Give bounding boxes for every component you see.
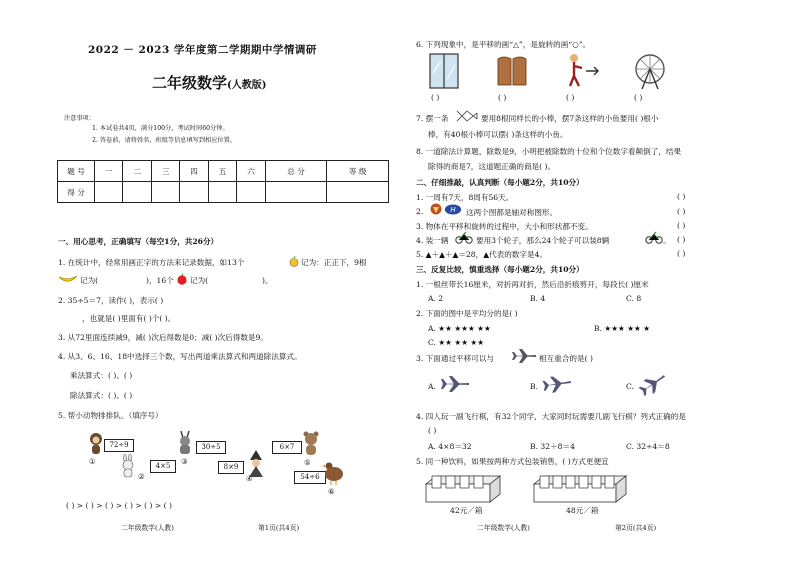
hen-icon (322, 460, 344, 488)
score-cell: 四 (180, 161, 208, 182)
score-input-cell[interactable] (180, 182, 208, 203)
score-cell: 总 分 (265, 161, 327, 182)
q2-text: 2. 35÷5＝7，读作( )，表示( ) (58, 296, 164, 305)
q1-text-b: 记为：正正下，9根 (301, 258, 367, 267)
choice-2-option-a[interactable]: A. ★★ ★★★ ★★ (428, 324, 491, 333)
judge-answer-blank[interactable]: ( ) (677, 192, 686, 201)
q5-number: ③ (181, 457, 188, 466)
choice-3-text-a: 3. 下面通过平移可以与 (416, 354, 495, 363)
judge-answer-blank[interactable]: ( ) (677, 249, 686, 258)
rabbit-icon (118, 454, 138, 480)
choice-3-option-c[interactable]: C. (626, 382, 634, 391)
crate-price-label: 48元／箱 (566, 506, 599, 515)
q7-text-b: 要用8根同样长的小棒，摆7条这样的小鱼要用( )根小 (481, 114, 659, 123)
footer-page: 第2页(共4页) (615, 524, 657, 532)
svg-text:H: H (450, 206, 456, 214)
q5-order-blanks[interactable]: ( ) > ( ) > ( ) > ( ) > ( ) > ( ) (66, 501, 172, 510)
q1-text-d: )，16个 (146, 276, 174, 285)
q7-text-a: 7. 摆一条 (416, 114, 449, 123)
hyundai-logo-icon (444, 204, 462, 217)
subtitle-edition: (人教版) (227, 80, 267, 91)
pushing-person-icon (562, 52, 602, 92)
donkey-icon (175, 430, 197, 458)
judge-item-2-text: 这两个图都是轴对称图形。 (466, 208, 558, 217)
score-table (57, 160, 389, 203)
score-table-score-row (58, 182, 389, 203)
q5-card: 30÷5 (196, 441, 226, 454)
choice-3-option-a[interactable]: A. (428, 382, 436, 391)
choice-4-blank[interactable]: ( ) (428, 426, 437, 435)
judge-item-3: 3. 物体在平移和旋转的过程中，大小和形状都不变。 (416, 222, 593, 231)
pear-icon (288, 255, 300, 269)
choice-4-option-b[interactable]: B. 32＋8＝4 (530, 442, 575, 451)
score-input-cell[interactable] (237, 182, 265, 203)
q1-text-e: 记为( (190, 276, 209, 285)
section2-title: 二、仔细推敲，认真判断（每小题2分，共10分） (416, 178, 584, 187)
score-input-cell[interactable] (327, 182, 389, 203)
choice-1-option-a[interactable]: A. 2 (428, 294, 444, 303)
choice-2-option-b[interactable]: B. ★★★ ★★ ★ (594, 324, 651, 333)
choice-4-option-a[interactable]: A. 4×8＝32 (428, 442, 472, 451)
bear-icon (301, 430, 321, 458)
q6-answer-blank[interactable]: ( ) (431, 93, 440, 102)
q4-text: 4. 从3、6、16、18中选择三个数，写出两道乘法算式和两道除法算式。 (58, 352, 302, 361)
score-cell: 二 (123, 161, 151, 182)
score-cell: 五 (208, 161, 236, 182)
choice-5-text: 5. 同一种饮料，如果按两种方式包装销售，( )方式更便宜 (416, 457, 609, 466)
judge-item-4-a: 4. 装一辆 (416, 236, 449, 245)
q7-text-c: 棒，有40根小棒可以摆( )条这样的小鱼。 (428, 130, 568, 139)
score-row-label: 得 分 (58, 182, 95, 203)
score-cell: 六 (237, 161, 265, 182)
drink-crate-icon (424, 472, 502, 506)
q5-card: 6×7 (272, 441, 302, 454)
score-cell: 一 (95, 161, 123, 182)
score-cell: 题 号 (58, 161, 95, 182)
q5-number: ① (89, 457, 96, 466)
q6-answer-blank[interactable]: ( ) (498, 93, 507, 102)
emblem-icon (430, 203, 442, 217)
airplane-icon (440, 375, 470, 395)
choice-3-option-b[interactable]: B. (530, 382, 538, 391)
section3-title: 三、反复比较，慎重选择（每小题2分，共10分） (416, 265, 584, 274)
q1-text-c: 记为( (80, 276, 99, 285)
q1-text-a: 1. 在统计中，经常用画正字的方法来记录数据，如13个 (58, 258, 245, 267)
banana-icon (58, 274, 78, 286)
airplane-icon (542, 375, 572, 395)
q4-div: 除法算式：( )、( ) (70, 391, 133, 400)
q5-number: ⑤ (304, 458, 311, 467)
score-input-cell[interactable] (208, 182, 236, 203)
q5-number: ⑥ (328, 487, 335, 496)
q5-card: 4×5 (150, 460, 176, 473)
airplane-icon (638, 372, 668, 398)
q5-text: 5. 帮小动物排排队。（填序号） (58, 411, 163, 420)
score-cell: 三 (151, 161, 179, 182)
exam-subtitle (152, 72, 266, 93)
judge-answer-blank[interactable]: ( ) (677, 221, 686, 230)
notes-heading: 注意事项： (64, 115, 95, 122)
score-input-cell[interactable] (151, 182, 179, 203)
choice-2-text: 2. 下面的图中是平均分的是( ) (416, 309, 518, 318)
judge-answer-blank[interactable]: ( ) (677, 207, 686, 216)
choice-1-text: 1. 一根丝带长16厘米，对折再对折，然后沿折痕剪开，每段长( )厘米 (416, 280, 649, 289)
q6-answer-blank[interactable]: ( ) (634, 93, 643, 102)
stick-fish-icon (455, 109, 479, 125)
tricycle-icon (455, 230, 473, 246)
choice-3-text-b: 相互重合的是( ) (539, 354, 593, 363)
footer-course: 二年级数学(人教) (121, 524, 174, 532)
score-input-cell[interactable] (265, 182, 327, 203)
q8-text: 8. 一道除法计算题，除数是9，小明把被除数的十位和个位数字看颠倒了，结果 (416, 147, 682, 156)
choice-4-text: 4. 四人玩一副飞行棋，有32个同学，大家同时玩需要几副飞行棋？列式正确的是 (416, 412, 686, 421)
judge-item-5: 5. ▲＋▲＋▲＝28，▲代表的数字是4。 (416, 250, 548, 259)
score-input-cell[interactable] (123, 182, 151, 203)
ferris-wheel-icon (631, 52, 669, 92)
score-input-cell[interactable] (95, 182, 123, 203)
score-cell: 等 级 (327, 161, 389, 182)
footer-course: 二年级数学(人教) (477, 524, 530, 532)
footer-page: 第1页(共4页) (258, 524, 300, 532)
q2-text-2: ，也就是( )里面有( )个( )。 (82, 314, 176, 323)
airplane-icon (511, 348, 537, 366)
judge-item-1: 1. 一周有7天，8周有56天。 (416, 193, 514, 202)
subtitle-main: 二年级数学 (152, 74, 228, 92)
q5-number: ④ (246, 474, 253, 483)
q3-text: 3. 从72里面连续减9，减( )次后得数是0；减( )次后得数是9。 (58, 333, 268, 342)
section1-title: 一、用心思考，正确填写（每空1分，共26分） (58, 237, 219, 246)
choice-2-option-c[interactable]: C. ★★ ★★ ★★ (428, 338, 485, 347)
monkey-icon (86, 432, 106, 458)
judge-item-2-num: 2. (416, 207, 424, 216)
q5-number: ② (138, 472, 145, 481)
judge-item-4-b: 要用3个轮子，那么24个轮子可以装8辆 (476, 236, 610, 245)
notes-item: 1. 本试卷共4页，满分100分，考试时间60分钟。 (92, 125, 229, 132)
q1-text-f: )。 (262, 276, 273, 285)
q8-text-2: 除得的商是7，这道题正确的商是( )。 (428, 162, 556, 171)
exam-title: 2022 － 2023 学年度第二学期期中学情调研 (88, 44, 317, 56)
q5-card: 72÷9 (104, 439, 134, 452)
judge-answer-blank[interactable]: ( ) (677, 235, 686, 244)
saloon-door-icon (496, 53, 528, 91)
apple-icon (176, 273, 188, 287)
q4-mul: 乘法算式：( )、( ) (70, 371, 133, 380)
q6-answer-blank[interactable]: ( ) (566, 93, 575, 102)
crate-price-label: 42元／箱 (450, 506, 483, 515)
judge-item-4-c: 。 (663, 236, 671, 245)
q5-card: 54÷6 (294, 471, 326, 484)
q5-card: 8×9 (218, 461, 244, 474)
drink-crate-icon (532, 472, 628, 506)
score-table-header-row (58, 161, 389, 182)
q6-text: 6. 下列现象中，是平移的画“△”，是旋转的画“○”。 (416, 40, 591, 49)
window-icon (429, 53, 459, 91)
choice-1-option-b[interactable]: B. 4 (530, 294, 546, 303)
choice-1-option-c[interactable]: C. 8 (626, 294, 642, 303)
tricycle-icon (645, 230, 663, 246)
notes-item: 2. 答卷前，请将姓名、班级等信息填写到相应位置。 (92, 137, 236, 144)
choice-4-option-c[interactable]: C. 32÷4＝8 (626, 442, 670, 451)
